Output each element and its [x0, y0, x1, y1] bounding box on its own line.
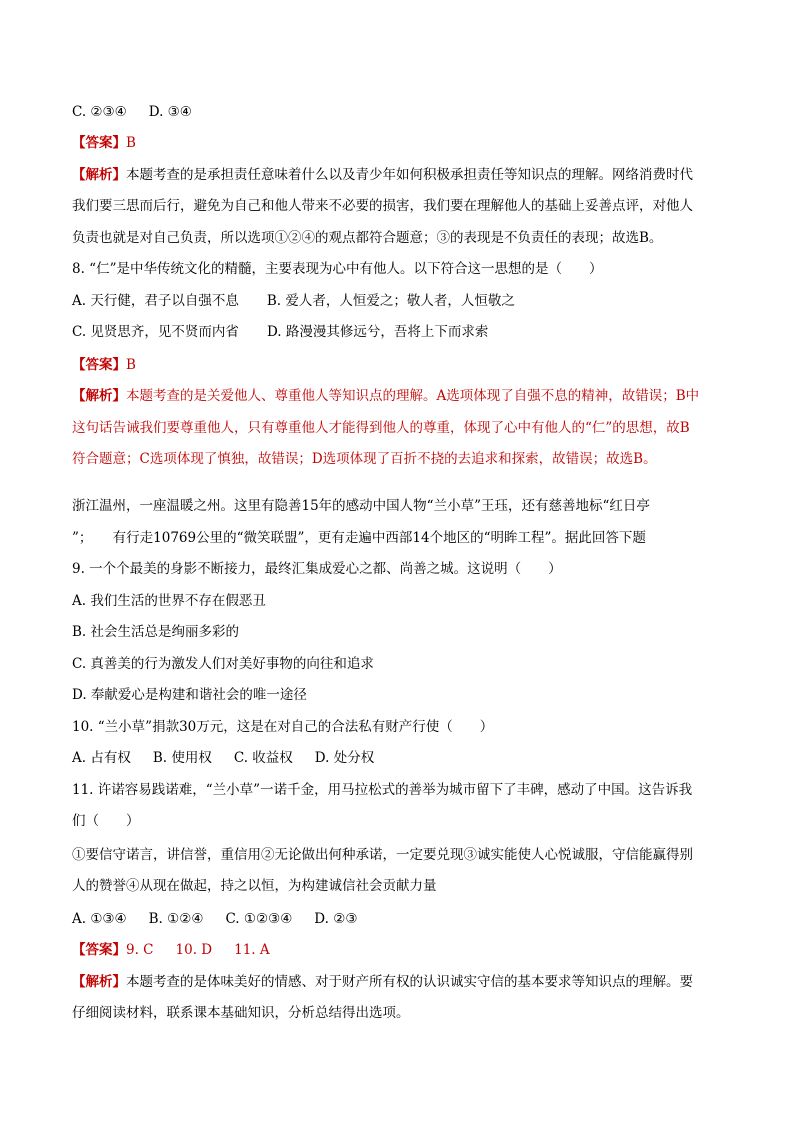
q11-options	[72, 909, 379, 929]
q8-answer	[72, 355, 136, 375]
q8-stem: 8. “仁”是中华传统文化的精髓，主要表现为心中有他人。以下符合这一思想的是（ ）	[72, 261, 603, 277]
answer-value-10: 10. D	[175, 942, 213, 958]
q9-11-answer	[72, 940, 270, 960]
q8-options-row-1	[72, 291, 515, 311]
q8-option-c: C. 见贤思齐，见不贤而内省	[72, 324, 239, 340]
analysis-tag: 【解析】	[72, 974, 126, 990]
q11-option-c: C. ①②③④	[225, 911, 293, 927]
q11-option-a: A. ①③④	[72, 911, 127, 927]
q7-analysis-line-3: 负责也就是对自己负责，所以选项①②④的观点都符合题意；③的表现是不负责任的表现；故选B。	[72, 230, 663, 246]
q7-analysis-line-1	[72, 165, 693, 185]
material-line-2: ”； 有行走10769公里的“微笑联盟”，更有走遍中西部14个地区的“明眸工程”。据此回答下题	[72, 530, 646, 546]
q9-stem: 9. 一个个最美的身影不断接力，最终汇集成爱心之都、尚善之城。这说明（ ）	[72, 561, 562, 577]
q10-option-d: D. 处分权	[314, 750, 375, 766]
q7-option-d: D. ③④	[148, 104, 192, 120]
q9-11-analysis-line-1	[72, 972, 693, 992]
q8-analysis-line-2: 这句话告诫我们要尊重他人，只有尊重他人才能得到他人的尊重，体现了心中有他人的“仁”的思想，故B	[72, 420, 690, 436]
q7-answer	[72, 133, 136, 153]
q8-options-row-2	[72, 322, 488, 342]
q8-analysis-line-1	[72, 386, 699, 406]
q7-option-c: C. ②③④	[72, 104, 127, 120]
q9-option-b: B. 社会生活总是绚丽多彩的	[72, 624, 240, 640]
q11-stem-line-2: 们（ ）	[72, 813, 140, 829]
q8-option-b: B. 爱人者，人恒爱之；敬人者，人恒敬之	[266, 293, 515, 309]
answer-value: B	[126, 135, 136, 151]
q11-option-b: B. ①②④	[148, 911, 204, 927]
q10-options	[72, 748, 396, 768]
q10-option-b: B. 使用权	[152, 750, 212, 766]
analysis-tag: 【解析】	[72, 388, 126, 404]
analysis-text: 本题考查的是承担责任意味着什么以及青少年如何积极承担责任等知识点的理解。网络消费时代	[126, 167, 693, 183]
material-line-1: 浙江温州，一座温暖之州。这里有隐善15年的感动中国人物“兰小草”王珏，还有慈善地标“红日亭	[72, 498, 650, 514]
analysis-tag: 【解析】	[72, 167, 126, 183]
q11-stem-line-1: 11. 许诺容易践诺难，“兰小草”一诺千金，用马拉松式的善举为城市留下了丰碑，感动了中国。这告诉我	[72, 782, 693, 798]
answer-tag: 【答案】	[72, 942, 126, 958]
q11-statements-line-2: 人的赞誉④从现在做起，持之以恒，为构建诚信社会贡献力量	[72, 878, 437, 894]
answer-tag: 【答案】	[72, 357, 126, 373]
q10-option-c: C. 收益权	[233, 750, 293, 766]
q10-option-a: A. 占有权	[72, 750, 131, 766]
q8-option-a: A. 天行健，君子以自强不息	[72, 293, 239, 309]
q9-option-c: C. 真善美的行为激发人们对美好事物的向往和追求	[72, 656, 374, 672]
q7-options	[72, 102, 192, 122]
q9-11-analysis-line-2: 仔细阅读材料，联系课本基础知识，分析总结得出选项。	[72, 1005, 410, 1021]
q10-stem: 10. “兰小草”捐款30万元，这是在对自己的合法私有财产行使（ ）	[72, 719, 494, 735]
answer-tag: 【答案】	[72, 135, 126, 151]
answer-value: B	[126, 357, 136, 373]
q7-analysis-line-2: 我们要三思而后行，避免为自己和他人带来不必要的损害，我们要在理解他人的基础上妥善点评，对他人	[72, 198, 693, 214]
q8-option-d: D. 路漫漫其修远兮，吾将上下而求索	[266, 324, 489, 340]
q11-statements-line-1: ①要信守诺言，讲信誉，重信用②无论做出何种承诺，一定要兑现③诚实能使人心悦诚服，守信能赢得别	[72, 847, 693, 863]
answer-value-11: 11. A	[234, 942, 270, 958]
q9-option-a: A. 我们生活的世界不存在假恶丑	[72, 593, 266, 609]
q11-option-d: D. ②③	[314, 911, 358, 927]
analysis-text: 本题考查的是体味美好的情感、对于财产所有权的认识诚实守信的基本要求等知识点的理解。要	[126, 974, 693, 990]
q9-option-d: D. 奉献爱心是构建和谐社会的唯一途径	[72, 687, 307, 703]
answer-value-9: 9. C	[126, 942, 154, 958]
analysis-text: 本题考查的是关爱他人、尊重他人等知识点的理解。A选项体现了自强不息的精神，故错误；B中	[126, 388, 700, 404]
q8-analysis-line-3: 符合题意；C选项体现了慎独，故错误；D选项体现了百折不挠的去追求和探索，故错误；故选B。	[72, 451, 657, 467]
